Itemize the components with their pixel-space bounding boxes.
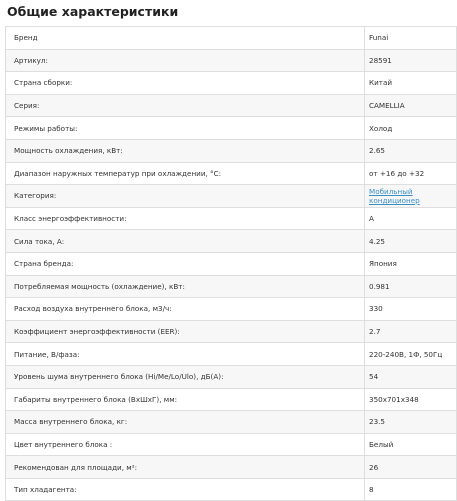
table-row xyxy=(6,388,457,411)
spec-label: Цвет внутреннего блока : xyxy=(6,433,365,456)
spec-value: 26 xyxy=(365,456,457,479)
spec-value: 2.7 xyxy=(365,320,457,343)
spec-value: 23.5 xyxy=(365,411,457,434)
spec-label: Масса внутреннего блока, кг: xyxy=(6,411,365,434)
table-row xyxy=(6,27,457,50)
table-row xyxy=(6,185,457,208)
spec-label: Режимы работы: xyxy=(6,117,365,140)
table-row xyxy=(6,433,457,456)
spec-label: Уровень шума внутреннего блока (Hi/Me/Lo/Ulo), дБ(А): xyxy=(6,365,365,388)
spec-label: Расход воздуха внутреннего блока, м3/ч: xyxy=(6,298,365,321)
table-row xyxy=(6,207,457,230)
table-row xyxy=(6,72,457,95)
spec-value: Китай xyxy=(365,72,457,95)
table-row xyxy=(6,365,457,388)
spec-label: Бренд xyxy=(6,27,365,50)
spec-value: Япония xyxy=(365,252,457,275)
spec-value: 220-240В, 1Ф, 50Гц xyxy=(365,343,457,366)
spec-label: Коэффициент энергоэффективности (EER): xyxy=(6,320,365,343)
specs-table xyxy=(5,26,457,501)
spec-value: 54 xyxy=(365,365,457,388)
spec-value: CAMELLIA xyxy=(365,94,457,117)
table-row xyxy=(6,252,457,275)
category-link[interactable]: Мобильный кондиционер xyxy=(369,186,420,205)
table-row xyxy=(6,298,457,321)
spec-value: 4.25 xyxy=(365,230,457,253)
table-row xyxy=(6,411,457,434)
spec-value: от +16 до +32 xyxy=(365,162,457,185)
table-row xyxy=(6,162,457,185)
spec-label: Категория: xyxy=(6,185,365,208)
spec-label: Класс энергоэффективности: xyxy=(6,207,365,230)
table-row xyxy=(6,139,457,162)
table-row xyxy=(6,343,457,366)
spec-label: Артикул: xyxy=(6,49,365,72)
spec-label: Диапазон наружных температур при охлаждении, °С: xyxy=(6,162,365,185)
spec-label: Рекомендован для площади, м²: xyxy=(6,456,365,479)
table-row xyxy=(6,49,457,72)
spec-label: Мощность охлаждения, кВт: xyxy=(6,139,365,162)
section-title: Общие характеристики xyxy=(7,4,179,19)
table-row xyxy=(6,320,457,343)
spec-label: Тип хладагента: xyxy=(6,478,365,501)
spec-label: Сила тока, А: xyxy=(6,230,365,253)
specs-table-body xyxy=(6,27,457,501)
spec-label: Страна сборки: xyxy=(6,72,365,95)
spec-value: Белый xyxy=(365,433,457,456)
table-row xyxy=(6,478,457,501)
spec-value: 8 xyxy=(365,478,457,501)
spec-value: 350х701х348 xyxy=(365,388,457,411)
spec-value: Холод xyxy=(365,117,457,140)
spec-value: Funai xyxy=(365,27,457,50)
table-row xyxy=(6,94,457,117)
table-row xyxy=(6,117,457,140)
spec-label: Потребляемая мощность (охлаждение), кВт: xyxy=(6,275,365,298)
spec-label: Габариты внутреннего блока (ВхШхГ), мм: xyxy=(6,388,365,411)
spec-value: 28591 xyxy=(365,49,457,72)
spec-value: A xyxy=(365,207,457,230)
spec-value xyxy=(365,185,457,208)
table-row xyxy=(6,456,457,479)
spec-label: Страна бренда: xyxy=(6,252,365,275)
table-row xyxy=(6,230,457,253)
spec-label: Серия: xyxy=(6,94,365,117)
table-row xyxy=(6,275,457,298)
spec-value: 330 xyxy=(365,298,457,321)
spec-label: Питание, В/фаза: xyxy=(6,343,365,366)
spec-value: 2.65 xyxy=(365,139,457,162)
spec-value: 0.981 xyxy=(365,275,457,298)
